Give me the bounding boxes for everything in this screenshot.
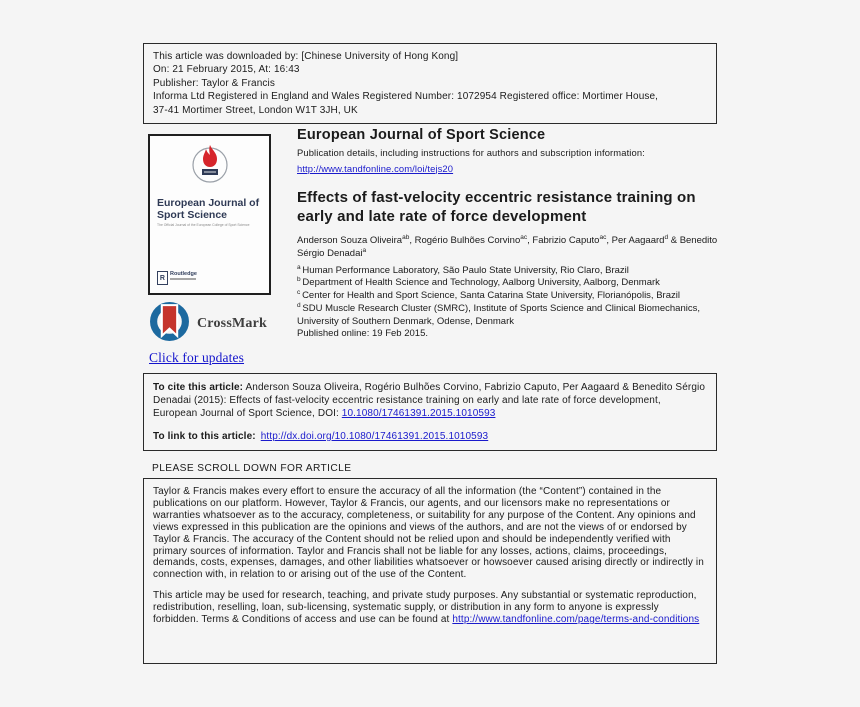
journal-loi-link[interactable]: http://www.tandfonline.com/loi/tejs20 bbox=[297, 162, 454, 174]
disclaimer-paragraph-1: Taylor & Francis makes every effort to ensure the accuracy of all the information (the “Content”) contained in the publications on our platform. However, Taylor & Francis, our agents, and our licensors make no representations or warranties whatsoever as to the accuracy, completeness, or suitability for any purpose of the Content. Any opinions and views expressed in this publication are the opinions and views of the authors, and are not the views of or endorsed by Taylor & Francis. The accuracy of the Content should not be relied upon and should be independently verified with primary sources of information. Taylor and Francis shall not be liable for any losses, actions, claims, proceedings, demands, costs, expenses, damages, and other liabilities whatsoever or howsoever caused arising directly or indirectly in connection with, in relation to or arising out of the use of the Content. bbox=[153, 486, 704, 581]
citation-box bbox=[143, 373, 717, 451]
affiliation-line: $^a$ Human Performance Laboratory, São Paulo State University, Rio Claro, Brazil bbox=[297, 263, 629, 276]
authors-line: Anderson Souza Oliveira$^{ab}$, Rogério Bulhões Corvino$^{ac}$, Fabrizio Caputo$^{ac}$, Per Aagaard$^d$ & Benedito Sérgio Denadai$^a$ bbox=[297, 233, 718, 259]
routledge-r-icon: R bbox=[157, 271, 168, 285]
registration-line2: 37-41 Mortimer Street, London W1T 3JH, UK bbox=[153, 104, 358, 116]
link-paragraph bbox=[153, 430, 707, 443]
crossmark-icon bbox=[149, 301, 190, 347]
published-online-line: Published online: 19 Feb 2015. bbox=[297, 328, 428, 340]
download-info-box bbox=[143, 43, 717, 124]
cover-journal-subtitle: The Official Journal of the European College of Sport Science bbox=[157, 223, 250, 227]
affiliation-line: $^c$ Center for Health and Sport Science, Santa Catarina State University, Florianópolis, Brazil bbox=[297, 288, 680, 302]
article-header bbox=[297, 127, 719, 341]
download-date-line: On: 21 February 2015, At: 16:43 bbox=[153, 64, 300, 76]
affiliation-line: $^b$ Department of Health Science and Technology, Aalborg University, Aalborg, Denmark bbox=[297, 276, 660, 289]
routledge-label: Routledge bbox=[170, 271, 197, 277]
crossmark-label: CrossMark bbox=[197, 316, 267, 331]
disclaimer-paragraph-2 bbox=[153, 590, 707, 626]
cite-paragraph bbox=[153, 381, 707, 421]
routledge-subline bbox=[170, 278, 196, 280]
affiliations bbox=[297, 265, 719, 329]
affiliation-line: $^d$ SDU Muscle Research Cluster (SMRC), Institute of Sports Science and Clinical Biomechanics, University of Southern Denmark, Odense, Denmark bbox=[297, 301, 700, 327]
publisher-line: Publisher: Taylor & Francis bbox=[153, 77, 275, 89]
downloaded-by-line: This article was downloaded by: [Chinese University of Hong Kong] bbox=[153, 51, 459, 62]
registration-line: Informa Ltd Registered in England and Wales Registered Number: 1072954 Registered office: Mortimer House, bbox=[153, 91, 659, 103]
terms-text: This article may be used for research, teaching, and private study purposes. Any substantial or systematic reproduction, redistribution, reselling, loan, sub-licensing, systematic supply, or distribution in any form to anyone is expressly forbidden. Terms & Conditions of access and use can be found at bbox=[153, 590, 697, 626]
routledge-logo bbox=[157, 271, 197, 285]
scroll-down-note: PLEASE SCROLL DOWN FOR ARTICLE bbox=[152, 463, 352, 474]
article-title-line2: early and late rate of force development bbox=[297, 208, 587, 225]
journal-cover bbox=[148, 134, 271, 295]
terms-and-conditions-link[interactable]: http://www.tandfonline.com/page/terms-and-conditions bbox=[452, 614, 700, 626]
article-title-line1: Effects of fast-velocity eccentric resistance training on bbox=[297, 188, 696, 206]
cite-label: To cite this article: bbox=[153, 382, 244, 393]
cite-text: Anderson Souza Oliveira, Rogério Bulhões Corvino, Fabrizio Caputo, Per Aagaard & Benedito Sérgio Denadai (2015): Effects of fast-velocity eccentric resistance training on early and late rate of force development, European Journal of Sport Science, DOI: bbox=[153, 382, 706, 420]
article-title bbox=[297, 188, 719, 227]
publication-details: Publication details, including instructions for authors and subscription information: bbox=[297, 147, 645, 158]
journal-emblem-icon bbox=[150, 141, 269, 194]
disclaimer-box bbox=[143, 478, 717, 664]
link-label: To link to this article: bbox=[153, 430, 256, 442]
click-for-updates-link[interactable]: Click for updates bbox=[149, 350, 245, 365]
cover-journal-title: European Journal of Sport Science bbox=[157, 197, 260, 221]
journal-name: European Journal of Sport Science bbox=[297, 127, 546, 143]
doi-link[interactable]: 10.1080/17461391.2015.1010593 bbox=[341, 408, 496, 420]
dx-doi-link[interactable]: http://dx.doi.org/10.1080/17461391.2015.1010593 bbox=[260, 430, 489, 442]
